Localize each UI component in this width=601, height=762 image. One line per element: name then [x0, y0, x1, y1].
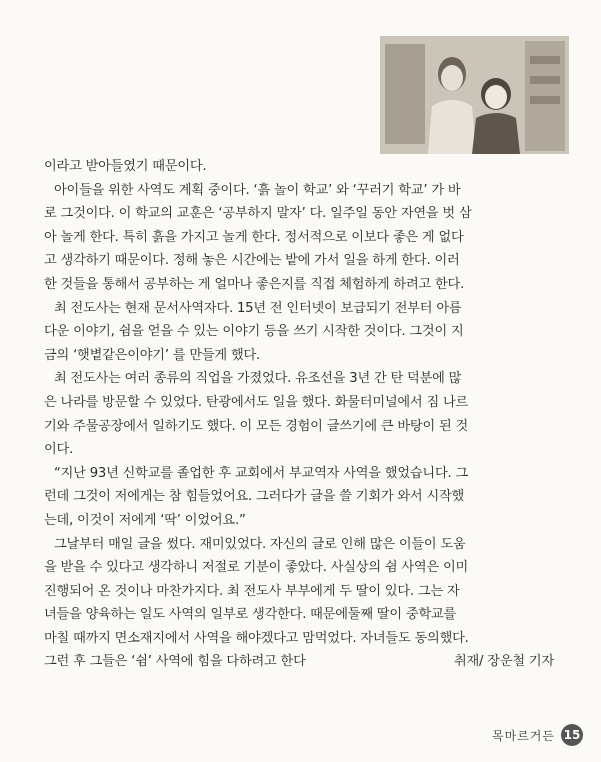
article-line: 은 나라를 방문할 수 있었다. 탄광에서도 일을 했다. 화물터미널에서 짐 나르	[44, 394, 469, 410]
article-line: 그날부터 매일 글을 썼다. 재미있었다. 자신의 글로 인해 많은 이들이 도움	[54, 536, 466, 552]
article-line: 금의 ‘햇볕같은이야기’ 를 만들게 했다.	[44, 347, 261, 363]
article-paragraph-6	[44, 533, 560, 675]
article-line: 는데, 이것이 저에게 ‘딱’ 이었어요.”	[44, 512, 246, 528]
article-line: 이다.	[44, 442, 74, 458]
article-line: 녀들을 양육하는 일도 사역의 일부로 생각한다. 때문에둘째 딸이 중학교를	[44, 607, 457, 623]
article-line: 그런 후 그들은 ‘쉼’ 사역에 힘을 다하려고 한다	[44, 654, 306, 670]
article-line: 마칠 때까지 면소재지에서 사역을 해야겠다고 맘먹었다. 자녀들도 동의했다.	[44, 630, 469, 646]
article-line: 진행되어 온 것이나 마찬가지다. 최 전도사 부부에게 두 딸이 있다. 그는 자	[44, 583, 460, 599]
article-body	[44, 155, 560, 674]
article-line: “지난 93년 신학교를 졸업한 후 교회에서 부교역자 사역을 했었습니다. 그	[54, 465, 469, 481]
article-paragraph-1	[44, 155, 560, 179]
article-line: 최 전도사는 여러 종류의 직업을 가졌었다. 유조선을 3년 간 탄 덕분에 많	[54, 371, 462, 387]
couple-photo	[380, 36, 569, 154]
article-line: 로 그것이다. 이 학교의 교훈은 ‘공부하지 말자’ 다. 일주일 동안 자연을 벗 삼	[44, 206, 472, 222]
article-line: 기와 주물공장에서 일하기도 했다. 이 모든 경험이 글쓰기에 큰 바탕이 된 것	[44, 418, 469, 434]
article-line: 이라고 받아들였기 때문이다.	[44, 159, 207, 174]
article-line: 을 받을 수 있다고 생각하니 저절로 기분이 좋았다. 사실상의 쉼 사역은 이미	[44, 560, 469, 576]
article-paragraph-5	[44, 462, 560, 533]
article-paragraph-4	[44, 367, 560, 461]
article-line: 아 놀게 한다. 특히 흙을 가지고 놀게 한다. 정서적으로 이보다 좋은 게 없다	[44, 229, 464, 245]
article-last-line	[44, 650, 560, 674]
article-line: 고 생각하기 때문이다. 정해 놓은 시간에는 밭에 가서 일을 하게 한다. 이러	[44, 253, 460, 269]
article-line: 런데 그것이 저에게는 참 힘들었어요. 그러다가 글을 쓸 기회가 와서 시작했	[44, 489, 465, 505]
article-line: 아이들을 위한 사역도 계획 중이다. ‘흙 놀이 학교’ 와 ‘꾸러기 학교’ 가 바	[54, 182, 461, 198]
byline: 취재/ 장운철 기자	[453, 654, 554, 670]
article-line: 최 전도사는 현재 문서사역자다. 15년 전 인터넷이 보급되기 전부터 아름	[54, 300, 462, 316]
article-paragraph-2	[44, 179, 560, 297]
article-paragraph-3	[44, 297, 560, 368]
page-number: 15	[561, 724, 583, 746]
page-footer	[492, 724, 583, 746]
article-line: 한 것들을 통해서 공부하는 게 얼마나 좋은지를 직접 체험하게 하려고 한다.	[44, 276, 465, 292]
article-line: 다운 이야기, 쉼을 얻을 수 있는 이야기 등을 쓰기 시작한 것이다. 그것이 지	[44, 324, 464, 340]
couple-photo-illustration	[380, 36, 569, 154]
magazine-logo: 목마르거든	[492, 728, 555, 743]
